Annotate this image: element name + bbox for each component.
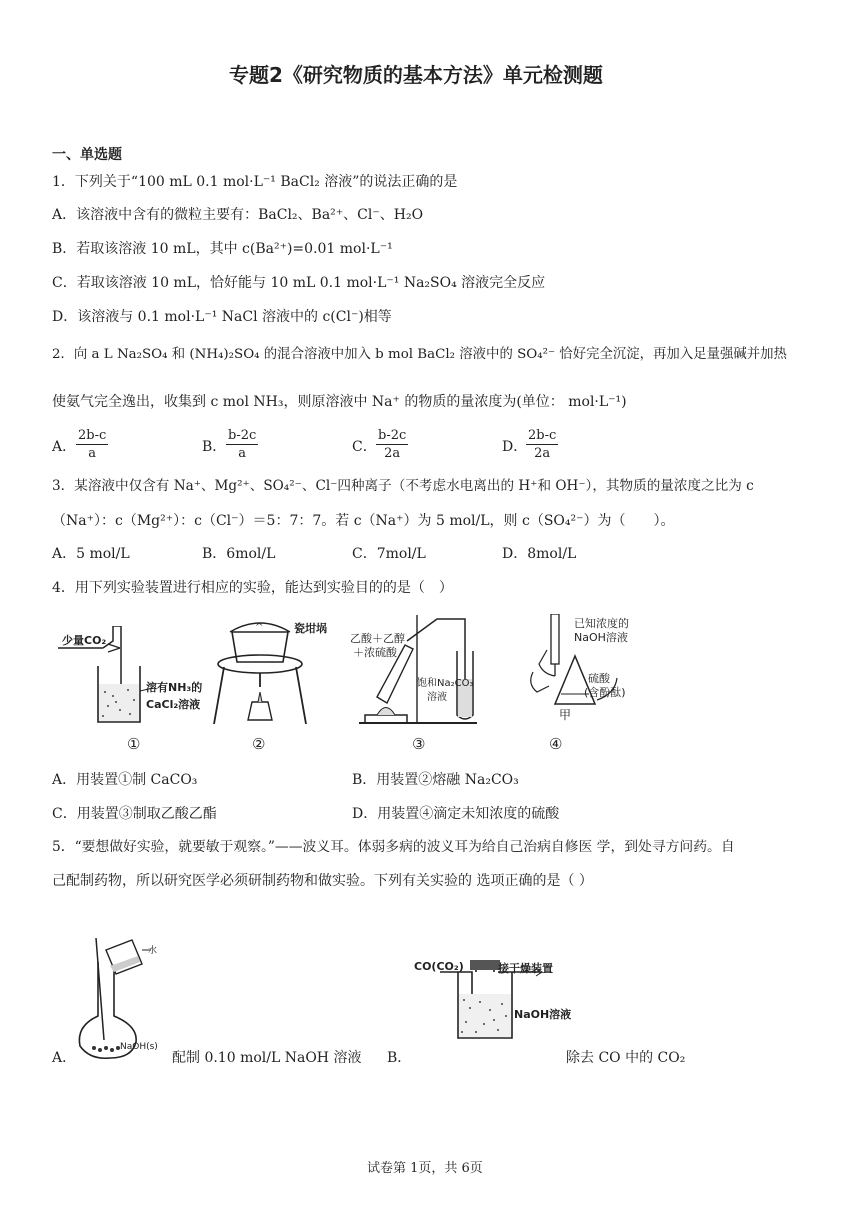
q4-option-d: D．用装置④滴定未知浓度的硫酸: [352, 806, 560, 822]
numerator: b-2c: [228, 428, 257, 443]
cacl2-label-line1: 溶有NH₃的: [146, 681, 203, 694]
q4-option-a: A．用装置①制 CaCO₃: [52, 772, 198, 788]
apparatus-number-4: ④: [549, 735, 563, 753]
denominator: a: [88, 446, 97, 461]
co-co2-label: CO(CO₂): [414, 960, 464, 973]
apparatus-number-1: ①: [127, 735, 141, 753]
q5-option-a-label: A．: [52, 1050, 77, 1066]
denominator: a: [238, 446, 247, 461]
reagent-label-line2: ＋浓硫酸: [353, 646, 397, 659]
acid-label-line2: (含酚酞): [584, 686, 626, 699]
acid-label-line1: 硫酸: [588, 672, 610, 685]
naoh-solid-label: NaOH(s): [120, 1042, 158, 1052]
denominator: 2a: [384, 446, 401, 461]
q2-line2: 使氨气完全逸出，收集到 c mol NH₃，则原溶液中 Na⁺ 的物质的量浓度为(单位： mol·L⁻¹): [52, 394, 627, 410]
apparatus-number-2: ②: [252, 735, 266, 753]
q1-option-c: C．若取该溶液 10 mL，恰好能与 10 mL 0.1 mol·L⁻¹ Na₂SO₄ 溶液完全反应: [52, 275, 546, 291]
q1-option-a: A．该溶液中含有的微粒主要有：BaCl₂、Ba²⁺、Cl⁻、H₂O: [52, 207, 424, 223]
q3-line1: 3．某溶液中仅含有 Na⁺、Mg²⁺、SO₄²⁻、Cl⁻四种离子（不考虑水电离出的 H⁺和 OH⁻），其物质的量浓度之比为 c: [52, 478, 754, 494]
q3-option-d: D．8mol/L: [502, 546, 577, 562]
dryer-label: 接干燥装置: [498, 962, 553, 975]
q5-line1: 5．“要想做好实验，就要敏于观察。”——波义耳。体弱多病的波义耳为给自己治病自修医 学，到处寻方问药。自: [52, 839, 735, 855]
reagent-label-line1: 乙酸＋乙醇: [350, 632, 405, 645]
q2-line1: 2．向 a L Na₂SO₄ 和 (NH₄)₂SO₄ 的混合溶液中加入 b mol BaCl₂ 溶液中的 SO₄²⁻ 恰好完全沉淀，再加入足量强碱并加热: [52, 347, 787, 362]
na2co3-label-line1: 饱和Na₂CO₃: [417, 678, 474, 689]
naoh-label-line2: NaOH溶液: [574, 631, 628, 644]
q3-option-a: A．5 mol/L: [52, 546, 130, 562]
q1-option-b: B．若取该溶液 10 mL，其中 c(Ba²⁺)=0.01 mol·L⁻¹: [52, 241, 393, 257]
q3-line2: （Na⁺）：c（Mg²⁺）：c（Cl⁻）＝5：7：7。若 c（Na⁺）为 5 mol/L，则 c（SO₄²⁻）为（ ）。: [52, 513, 675, 529]
q4-option-c: C．用装置③制取乙酸乙酯: [52, 806, 217, 822]
q2-option-a-label: A．: [52, 439, 77, 455]
page-footer: 试卷第 1页，共 6页: [367, 1161, 483, 1176]
denominator: 2a: [534, 446, 551, 461]
apparatus-number-3: ③: [412, 735, 426, 753]
q2-option-c-label: C．: [352, 439, 377, 455]
numerator: 2b-c: [528, 428, 557, 443]
q2-option-b-fraction: [226, 428, 258, 462]
page-title: 专题2《研究物质的基本方法》单元检测题: [229, 63, 603, 87]
q4-option-b: B．用装置②熔融 Na₂CO₃: [352, 772, 519, 788]
q2-option-d-label: D．: [502, 439, 528, 455]
q1-option-d: D．该溶液与 0.1 mol·L⁻¹ NaCl 溶液中的 c(Cl⁻)相等: [52, 309, 392, 325]
co2-label: 少量CO₂: [62, 634, 107, 647]
q1-stem: 1．下列关于“100 mL 0.1 mol·L⁻¹ BaCl₂ 溶液”的说法正确的是: [52, 174, 458, 190]
cacl2-label-line2: CaCl₂溶液: [146, 698, 201, 711]
q2-option-a-fraction: [76, 428, 108, 462]
q4-stem: 4．用下列实验装置进行相应的实验，能达到实验目的的是（ ）: [52, 580, 453, 596]
svg-text:^: ^: [255, 622, 264, 633]
q5-line2: 己配制药物，所以研究医学必须研制药物和做实验。下列有关实验的 选项正确的是（ ）: [52, 873, 593, 889]
water-label: 水: [148, 946, 158, 956]
naoh-label-line1: 已知浓度的: [574, 617, 629, 630]
section-heading: 一、单选题: [52, 147, 122, 163]
apparatus-3-figure: [347, 605, 492, 730]
q3-option-b: B．6mol/L: [202, 546, 276, 562]
numerator: 2b-c: [78, 428, 107, 443]
jia-label: 甲: [559, 708, 572, 722]
crucible-label: 瓷坩埚: [294, 622, 327, 635]
numerator: b-2c: [378, 428, 407, 443]
q3-option-c: C．7mol/L: [352, 546, 426, 562]
q5-option-b-label: B．: [387, 1050, 412, 1066]
q2-option-d-fraction: [526, 428, 558, 462]
naoh-solution-label: NaOH溶液: [514, 1008, 572, 1021]
q2-option-b-label: B．: [202, 439, 227, 455]
q2-option-c-fraction: [376, 428, 408, 462]
q5-option-a-text: 配制 0.10 mol/L NaOH 溶液: [172, 1050, 362, 1066]
na2co3-label-line2: 溶液: [427, 692, 447, 703]
q5-option-b-text: 除去 CO 中的 CO₂: [566, 1050, 686, 1066]
